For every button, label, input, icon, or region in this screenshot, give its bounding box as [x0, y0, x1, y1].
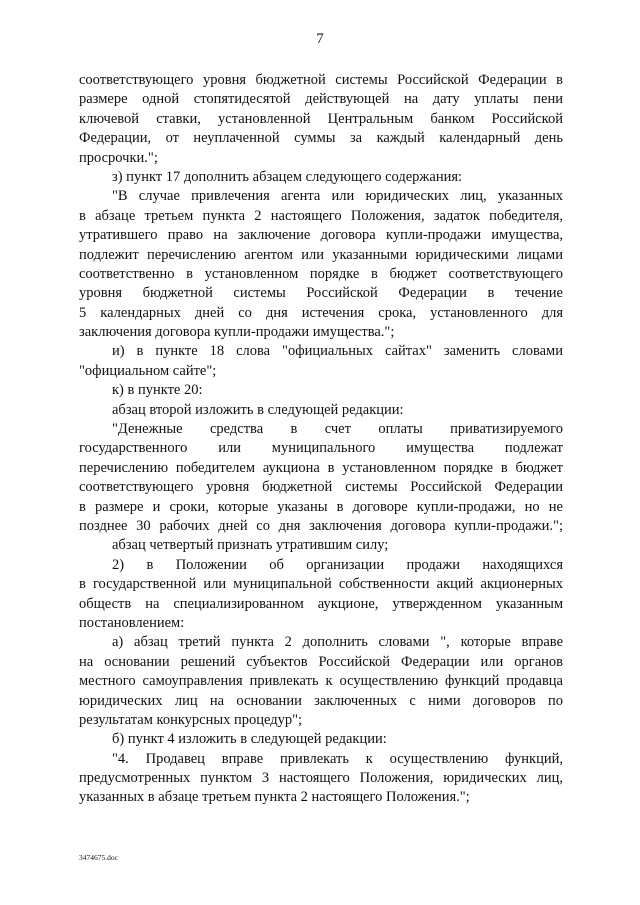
text-line: заключения договора купли-продажи имущества.";	[79, 324, 395, 341]
text-line: в размере и сроки, которые указаны в договоре купли-продажи, но не	[79, 498, 563, 515]
text-line: "Денежные средства в счет оплаты приватизируемого	[112, 421, 563, 438]
text-line: постановлением:	[79, 614, 185, 631]
text-line: б) пункт 4 изложить в следующей редакции:	[112, 731, 387, 748]
text-line: уровня бюджетной системы Российской Федерации в течение	[79, 285, 563, 302]
text-line: просрочки.";	[79, 149, 158, 166]
text-line: 5 календарных дней со дня истечения срока, установленного для	[79, 304, 563, 321]
text-line: в государственной или муниципальной собственности акций акционерных	[79, 576, 563, 593]
text-line: местного самоуправления привлекать к осуществлению функций продавца	[79, 673, 563, 690]
text-line: абзац второй изложить в следующей редакции:	[112, 401, 404, 418]
text-line: юридических лиц на основании заключенных с ними договоров по	[79, 692, 563, 709]
text-line: на основании решений субъектов Российской Федерации или органов	[79, 653, 563, 670]
text-line: перечислению победителем аукциона в установленном порядке в бюджет	[79, 459, 563, 476]
text-line: соответственно в установленном порядке в бюджет соответствующего	[79, 265, 563, 282]
file-name-footer: 3474675.doc	[79, 853, 118, 862]
text-line: 2) в Положении об организации продажи находящихся	[112, 556, 563, 573]
text-line: предусмотренных пунктом 3 настоящего Положения, юридических лиц,	[79, 770, 563, 787]
text-line: государственного или муниципального имущества подлежат	[79, 440, 563, 457]
body-text	[79, 71, 563, 808]
text-line: обществ на специализированном аукционе, утвержденном указанным	[79, 595, 563, 612]
text-line: "официальном сайте";	[79, 362, 217, 379]
text-line: к) в пункте 20:	[112, 382, 203, 399]
text-line: подлежит перечислению агентом или указанными юридическими лицами	[79, 246, 563, 263]
text-line: размере одной стопятидесятой действующей на дату уплаты пени	[79, 91, 563, 108]
text-line: а) абзац третий пункта 2 дополнить словами ", которые вправе	[112, 634, 563, 651]
text-line: Федерации, от неуплаченной суммы за каждый календарный день	[79, 130, 563, 147]
text-line: результатам конкурсных процедур";	[79, 711, 303, 728]
text-line: указанных в абзаце третьем пункта 2 настоящего Положения.";	[79, 789, 470, 806]
page-number: 7	[316, 31, 324, 47]
text-line: соответствующего уровня бюджетной системы Российской Федерации	[79, 479, 563, 496]
text-line: з) пункт 17 дополнить абзацем следующего содержания:	[112, 168, 463, 185]
text-line: "4. Продавец вправе привлекать к осуществлению функций,	[112, 750, 563, 767]
text-line: абзац четвертый признать утратившим силу;	[112, 537, 389, 554]
text-line: утратившего право на заключение договора купли-продажи имущества,	[79, 227, 563, 244]
text-line: позднее 30 рабочих дней со дня заключения договора купли-продажи.";	[79, 517, 563, 534]
text-line: соответствующего уровня бюджетной системы Российской Федерации в	[79, 72, 563, 88]
text-line: "В случае привлечения агента или юридических лиц, указанных	[112, 188, 563, 205]
text-line: в абзаце третьем пункта 2 настоящего Положения, задаток победителя,	[79, 207, 563, 224]
text-line: и) в пункте 18 слова "официальных сайтах" заменить словами	[112, 343, 563, 360]
text-line: ключевой ставки, установленной Центральным банком Российской	[79, 110, 563, 127]
